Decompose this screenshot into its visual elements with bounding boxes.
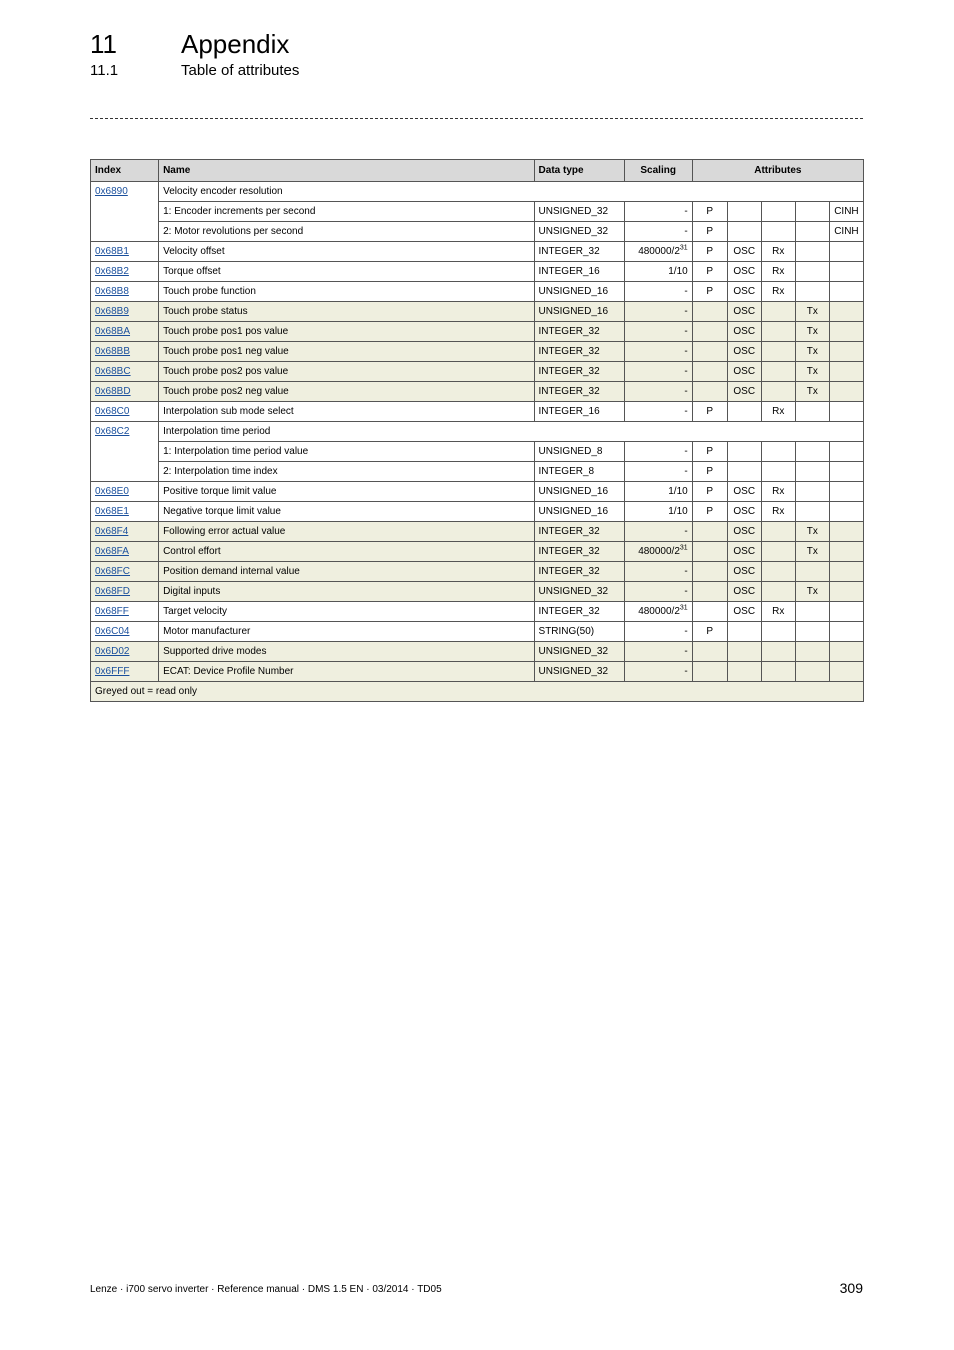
name-cell: Motor manufacturer [159,622,534,642]
col-header-data-type: Data type [534,160,624,182]
index-link[interactable]: 0x6D02 [95,646,130,657]
table-row [91,662,864,682]
attribute-cell-3 [761,382,795,402]
attribute-cell-1: P [692,442,727,462]
name-cell: Touch probe pos1 pos value [159,322,534,342]
data-type-cell: UNSIGNED_32 [534,222,624,242]
attribute-cell-1 [692,602,727,622]
attribute-cell-3 [761,662,795,682]
scaling-value: - [684,586,688,597]
attribute-cell-4 [795,462,829,482]
attributes-table [90,159,864,702]
attribute-cell-1 [692,542,727,562]
scaling-value: 1/10 [668,506,688,517]
scaling-value: 480000/2 [638,606,680,617]
attribute-cell-2: OSC [727,562,761,582]
table-footnote: Greyed out = read only [91,682,864,702]
table-row [91,502,864,522]
table-row [91,642,864,662]
table-row [91,362,864,382]
name-cell: Interpolation time period [159,422,864,442]
scaling-cell [624,382,692,402]
attribute-cell-3 [761,542,795,562]
scaling-exponent: 31 [679,244,688,252]
index-cell [91,302,159,322]
attribute-cell-5 [829,582,863,602]
attribute-cell-1: P [692,462,727,482]
scaling-cell [624,442,692,462]
scaling-cell [624,242,692,262]
scaling-value: - [684,446,688,457]
page-number: 309 [839,1280,863,1296]
scaling-value: 1/10 [668,486,688,497]
index-cell [91,322,159,342]
scaling-value: - [684,526,688,537]
scaling-value: - [684,386,688,397]
scaling-cell [624,262,692,282]
attribute-cell-5 [829,502,863,522]
index-link[interactable]: 0x68FA [95,546,129,557]
attribute-cell-4: Tx [795,522,829,542]
data-type-cell: UNSIGNED_16 [534,302,624,322]
table-row [91,422,864,442]
attribute-cell-1: P [692,202,727,222]
index-cell [91,362,159,382]
index-link[interactable]: 0x6FFF [95,666,130,677]
attribute-cell-2 [727,222,761,242]
attribute-cell-4 [795,482,829,502]
attribute-cell-1 [692,382,727,402]
attribute-cell-4: Tx [795,322,829,342]
attribute-cell-2: OSC [727,382,761,402]
attribute-cell-1: P [692,242,727,262]
table-row [91,522,864,542]
attribute-cell-3 [761,302,795,322]
index-cell [91,262,159,282]
attribute-cell-5 [829,662,863,682]
index-cell [91,242,159,262]
attribute-cell-3: Rx [761,402,795,422]
attribute-cell-1: P [692,282,727,302]
attribute-cell-3: Rx [761,282,795,302]
attribute-cell-2: OSC [727,282,761,302]
scaling-cell [624,522,692,542]
attribute-cell-5 [829,362,863,382]
scaling-cell [624,282,692,302]
attribute-cell-5 [829,522,863,542]
attribute-cell-2 [727,662,761,682]
index-link[interactable]: 0x6C04 [95,626,130,637]
scaling-value: - [684,226,688,237]
name-cell: Touch probe pos2 pos value [159,362,534,382]
attribute-cell-4 [795,622,829,642]
attribute-cell-2: OSC [727,342,761,362]
chapter-title: Appendix [181,29,290,59]
attribute-cell-5 [829,322,863,342]
attribute-cell-3 [761,362,795,382]
table-row [91,322,864,342]
scaling-exponent: 31 [679,604,688,612]
index-cell [91,542,159,562]
scaling-cell [624,402,692,422]
attribute-cell-5 [829,622,863,642]
name-cell: Positive torque limit value [159,482,534,502]
index-cell [91,482,159,502]
data-type-cell: UNSIGNED_32 [534,582,624,602]
attribute-cell-3: Rx [761,502,795,522]
scaling-cell [624,222,692,242]
attribute-cell-5 [829,402,863,422]
index-link[interactable]: 0x68FD [95,586,131,597]
table-footnote-row [91,682,864,702]
name-cell: Torque offset [159,262,534,282]
attribute-cell-5 [829,442,863,462]
name-cell: Velocity encoder resolution [159,182,864,202]
attribute-cell-1: P [692,402,727,422]
data-type-cell: INTEGER_32 [534,322,624,342]
scaling-cell [624,542,692,562]
index-link[interactable]: 0x68FF [95,606,129,617]
attribute-cell-4 [795,262,829,282]
col-header-name: Name [159,160,534,182]
section-title: Table of attributes [181,62,300,79]
name-cell: Digital inputs [159,582,534,602]
col-header-index: Index [91,160,159,182]
index-cell [91,582,159,602]
index-cell [91,642,159,662]
name-cell: Touch probe pos2 neg value [159,382,534,402]
table-row [91,482,864,502]
attribute-cell-5: CINH [829,202,863,222]
attribute-cell-4: Tx [795,302,829,322]
attribute-cell-5 [829,562,863,582]
attribute-cell-2: OSC [727,322,761,342]
attribute-cell-4: Tx [795,382,829,402]
attribute-cell-2: OSC [727,502,761,522]
scaling-cell [624,622,692,642]
attribute-cell-4: Tx [795,542,829,562]
table-row [91,542,864,562]
table-row [91,302,864,322]
attribute-cell-4 [795,642,829,662]
index-cell [91,522,159,542]
attribute-cell-3 [761,462,795,482]
attribute-cell-4 [795,442,829,462]
data-type-cell: INTEGER_32 [534,242,624,262]
scaling-cell [624,582,692,602]
data-type-cell: INTEGER_8 [534,462,624,482]
attribute-cell-3: Rx [761,242,795,262]
attribute-cell-2: OSC [727,362,761,382]
index-cell [91,662,159,682]
col-header-scaling: Scaling [624,160,692,182]
table-row [91,202,864,222]
scaling-value: - [684,646,688,657]
index-link[interactable]: 0x68F4 [95,526,129,537]
attribute-cell-3 [761,622,795,642]
attribute-cell-5 [829,342,863,362]
attribute-cell-2: OSC [727,582,761,602]
table-row [91,582,864,602]
name-cell: Interpolation sub mode select [159,402,534,422]
table-row [91,462,864,482]
name-cell: Velocity offset [159,242,534,262]
scaling-cell [624,322,692,342]
attribute-cell-1 [692,642,727,662]
attribute-cell-5 [829,242,863,262]
table-row [91,622,864,642]
data-type-cell: INTEGER_32 [534,362,624,382]
table-header-row [91,160,864,182]
table-row [91,282,864,302]
attribute-cell-5 [829,602,863,622]
attribute-cell-5 [829,462,863,482]
attribute-cell-5: CINH [829,222,863,242]
attribute-cell-5 [829,642,863,662]
scaling-value: - [684,366,688,377]
name-cell: Position demand internal value [159,562,534,582]
index-link[interactable]: 0x68BC [95,366,131,377]
data-type-cell: INTEGER_32 [534,342,624,362]
attribute-cell-1 [692,302,727,322]
attribute-cell-2 [727,442,761,462]
data-type-cell: UNSIGNED_8 [534,442,624,462]
scaling-value: 1/10 [668,266,688,277]
attribute-cell-1: P [692,622,727,642]
attribute-cell-3 [761,202,795,222]
scaling-value: - [684,306,688,317]
attribute-cell-2: OSC [727,522,761,542]
data-type-cell: UNSIGNED_16 [534,482,624,502]
attribute-cell-2: OSC [727,602,761,622]
attribute-cell-3 [761,222,795,242]
data-type-cell: INTEGER_32 [534,522,624,542]
index-cell [91,382,159,402]
data-type-cell: UNSIGNED_32 [534,202,624,222]
index-cell [91,622,159,642]
scaling-value: - [684,206,688,217]
attribute-cell-5 [829,282,863,302]
data-type-cell: INTEGER_32 [534,562,624,582]
data-type-cell: UNSIGNED_32 [534,642,624,662]
scaling-cell [624,342,692,362]
name-cell: Touch probe function [159,282,534,302]
index-cell [91,182,159,242]
table-row [91,262,864,282]
index-link[interactable]: 0x68B1 [95,246,129,257]
scaling-value: - [684,566,688,577]
scaling-value: 480000/2 [638,246,680,257]
attribute-cell-2: OSC [727,242,761,262]
attribute-cell-5 [829,382,863,402]
table-row [91,182,864,202]
data-type-cell: INTEGER_32 [534,602,624,622]
name-cell: ECAT: Device Profile Number [159,662,534,682]
name-cell: Touch probe pos1 neg value [159,342,534,362]
index-cell [91,422,159,482]
index-link[interactable]: 0x68C0 [95,406,130,417]
name-cell: Target velocity [159,602,534,622]
scaling-value: 480000/2 [638,546,680,557]
attribute-cell-3 [761,322,795,342]
attribute-cell-5 [829,542,863,562]
attribute-cell-1 [692,562,727,582]
attribute-cell-4 [795,202,829,222]
table-row [91,402,864,422]
attribute-cell-1: P [692,262,727,282]
scaling-cell [624,362,692,382]
scaling-value: - [684,286,688,297]
data-type-cell: INTEGER_32 [534,542,624,562]
attribute-cell-3 [761,522,795,542]
attribute-cell-2: OSC [727,482,761,502]
index-link[interactable]: 0x68B2 [95,266,129,277]
index-link[interactable]: 0x68BA [95,326,131,337]
index-cell [91,602,159,622]
attribute-cell-4 [795,282,829,302]
data-type-cell: UNSIGNED_16 [534,282,624,302]
attribute-cell-1: P [692,222,727,242]
index-cell [91,562,159,582]
name-cell: Touch probe status [159,302,534,322]
attribute-cell-2 [727,402,761,422]
attribute-cell-3 [761,582,795,602]
attribute-cell-4: Tx [795,362,829,382]
name-cell: 1: Encoder increments per second [159,202,534,222]
scaling-value: - [684,466,688,477]
data-type-cell: INTEGER_32 [534,382,624,402]
attribute-cell-1 [692,662,727,682]
data-type-cell: INTEGER_16 [534,402,624,422]
name-cell: Supported drive modes [159,642,534,662]
attribute-cell-1 [692,322,727,342]
scaling-cell [624,462,692,482]
scaling-exponent: 31 [679,544,688,552]
scaling-cell [624,662,692,682]
attribute-cell-4 [795,402,829,422]
attribute-cell-5 [829,262,863,282]
attribute-cell-3: Rx [761,262,795,282]
attribute-cell-1 [692,362,727,382]
table-body [91,182,864,702]
scaling-value: - [684,626,688,637]
scaling-cell [624,302,692,322]
scaling-cell [624,562,692,582]
attribute-cell-4: Tx [795,582,829,602]
attribute-cell-3: Rx [761,482,795,502]
attribute-cell-2: OSC [727,262,761,282]
scaling-cell [624,502,692,522]
table-row [91,222,864,242]
attribute-cell-4 [795,222,829,242]
table-row [91,562,864,582]
index-link[interactable]: 0x68FC [95,566,131,577]
index-link[interactable]: 0x68BB [95,346,131,357]
attribute-cell-3: Rx [761,602,795,622]
attribute-cell-2 [727,462,761,482]
scaling-value: - [684,326,688,337]
attribute-cell-3 [761,442,795,462]
index-link[interactable]: 0x6890 [95,186,128,197]
scaling-cell [624,642,692,662]
attribute-cell-2: OSC [727,302,761,322]
attribute-cell-2 [727,202,761,222]
name-cell: 2: Motor revolutions per second [159,222,534,242]
scaling-value: - [684,346,688,357]
attribute-cell-2 [727,642,761,662]
index-cell [91,282,159,302]
name-cell: 2: Interpolation time index [159,462,534,482]
chapter-number: 11 [90,29,117,59]
attribute-cell-4 [795,242,829,262]
table-row [91,602,864,622]
attribute-cell-4 [795,662,829,682]
attribute-cell-3 [761,562,795,582]
index-link[interactable]: 0x68BD [95,386,131,397]
attribute-cell-4 [795,562,829,582]
index-link[interactable]: 0x68C2 [95,426,130,437]
table-row [91,342,864,362]
footer-text: Lenze · i700 servo inverter · Reference manual · DMS 1.5 EN · 03/2014 · TD05 [90,1284,442,1295]
data-type-cell: UNSIGNED_16 [534,502,624,522]
attribute-cell-3 [761,642,795,662]
index-cell [91,402,159,422]
index-link[interactable]: 0x68B8 [95,286,129,297]
index-link[interactable]: 0x68E1 [95,506,129,517]
scaling-cell [624,482,692,502]
attribute-cell-5 [829,302,863,322]
scaling-cell [624,202,692,222]
data-type-cell: INTEGER_16 [534,262,624,282]
attribute-cell-4 [795,502,829,522]
index-cell [91,502,159,522]
index-link[interactable]: 0x68B9 [95,306,129,317]
col-header-attributes: Attributes [692,160,863,182]
section-number: 11.1 [90,62,119,79]
attribute-cell-2 [727,622,761,642]
scaling-cell [624,602,692,622]
data-type-cell: UNSIGNED_32 [534,662,624,682]
attribute-cell-1 [692,522,727,542]
attribute-cell-1 [692,342,727,362]
name-cell: Control effort [159,542,534,562]
name-cell: Following error actual value [159,522,534,542]
data-type-cell: STRING(50) [534,622,624,642]
attribute-cell-1: P [692,502,727,522]
index-link[interactable]: 0x68E0 [95,486,129,497]
scaling-value: - [684,406,688,417]
table-row [91,382,864,402]
attribute-cell-2: OSC [727,542,761,562]
name-cell: 1: Interpolation time period value [159,442,534,462]
scaling-value: - [684,666,688,677]
table-row [91,242,864,262]
table-row [91,442,864,462]
attribute-cell-1: P [692,482,727,502]
attribute-cell-3 [761,342,795,362]
header-divider [90,118,863,119]
attribute-cell-1 [692,582,727,602]
attribute-cell-4: Tx [795,342,829,362]
index-cell [91,342,159,362]
name-cell: Negative torque limit value [159,502,534,522]
attribute-cell-4 [795,602,829,622]
attribute-cell-5 [829,482,863,502]
